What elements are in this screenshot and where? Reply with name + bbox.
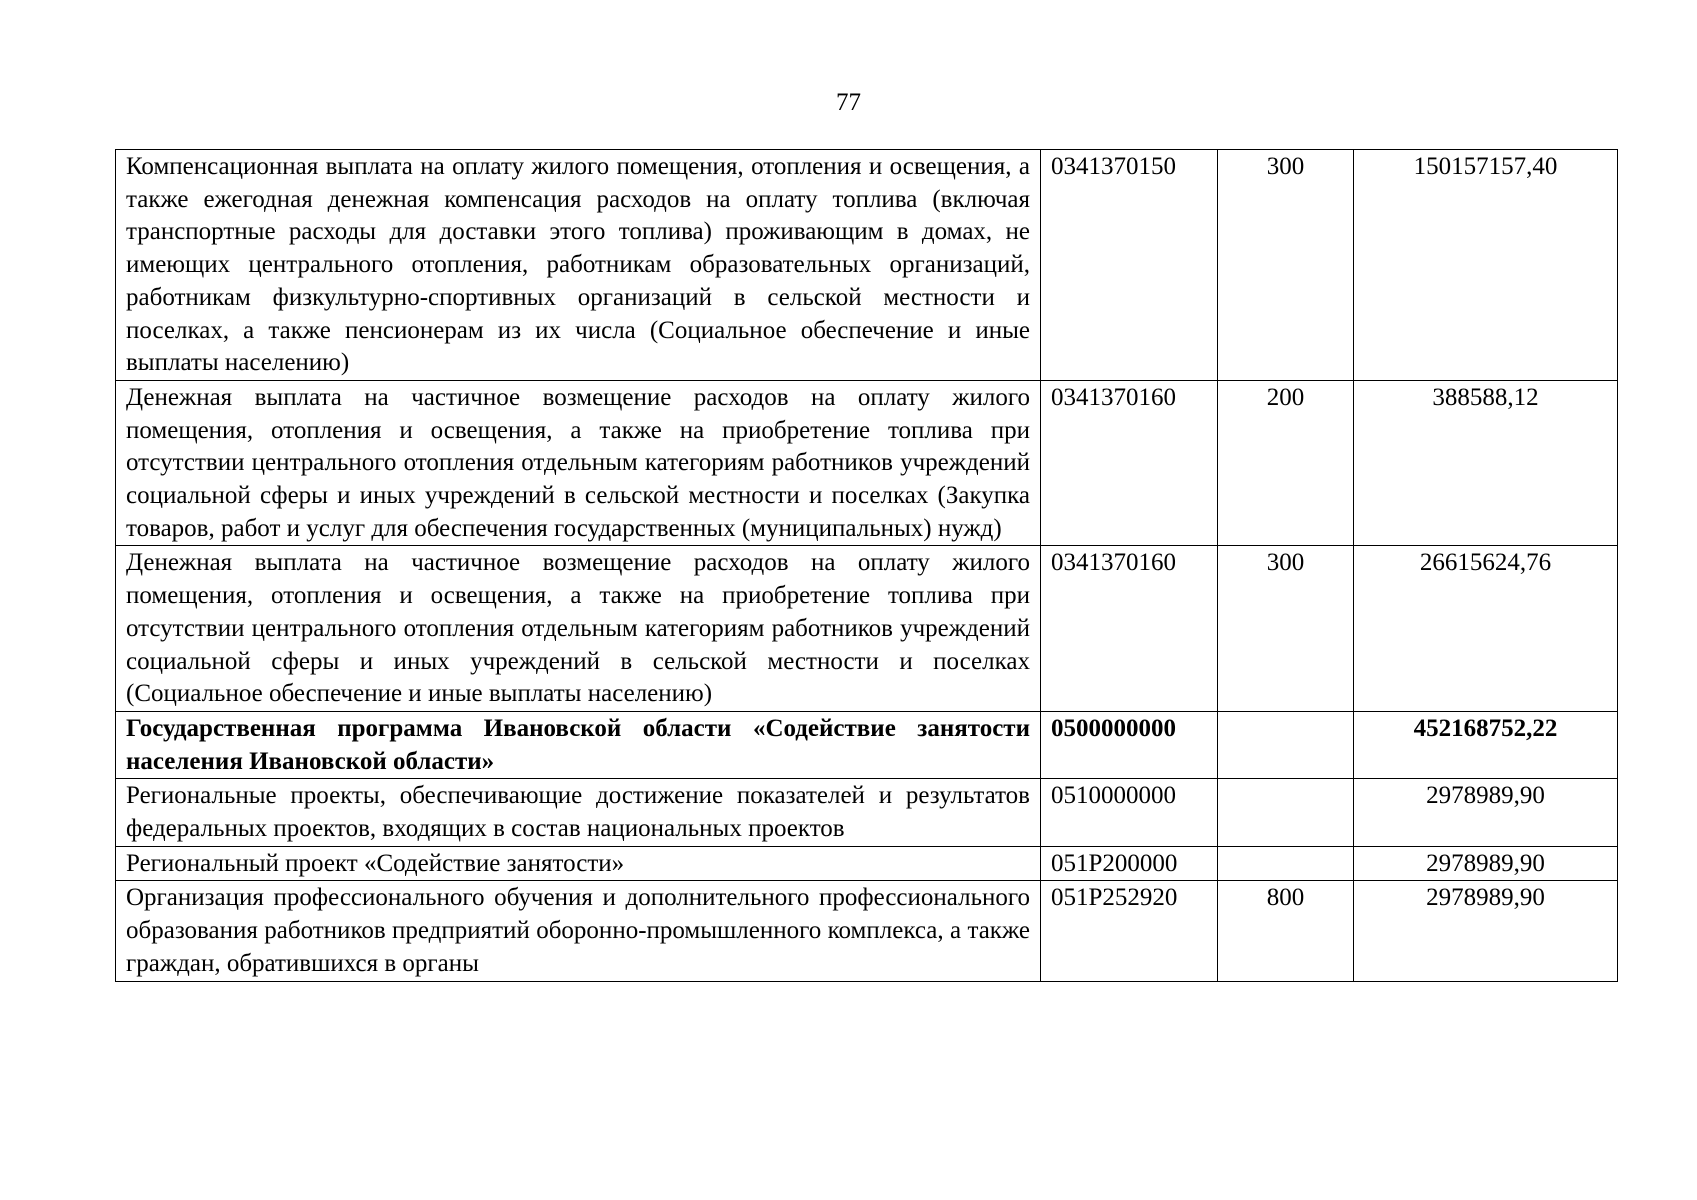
row-amount: 150157157,40 <box>1354 150 1618 381</box>
row-expense-type <box>1218 711 1354 778</box>
row-name: Денежная выплата на частичное возмещение расходов на оплату жилого помещения, отопления и освещения, а также на приобретение топлива при отсутствии центрального отопления отдельным категориям работников учреждений социальной сферы и иных учреждений в сельской местности и поселках (Социальное обеспечение и иные выплаты населению) <box>116 546 1041 712</box>
row-name: Компенсационная выплата на оплату жилого помещения, отопления и освещения, а также ежегодная денежная компенсация расходов на оплату топлива (включая транспортные расходы для доставки этого топлива) проживающим в домах, не имеющих центрального отопления, работникам образовательных организаций, работникам физкультурно-спортивных организаций в сельской местности и поселках, а также пенсионерам из их числа (Социальное обеспечение и иные выплаты населению) <box>116 150 1041 381</box>
table-row <box>116 779 1618 846</box>
table-row <box>116 150 1618 381</box>
row-target-code: 0341370160 <box>1041 380 1218 546</box>
row-name: Региональные проекты, обеспечивающие достижение показателей и результатов федеральных проектов, входящих в состав национальных проектов <box>116 779 1041 846</box>
row-name: Организация профессионального обучения и дополнительного профессионального образования работников предприятий оборонно-промышленного комплекса, а также граждан, обратившихся в органы <box>116 881 1041 981</box>
row-amount: 452168752,22 <box>1354 711 1618 778</box>
table-row-program <box>116 711 1618 778</box>
table-row <box>116 846 1618 881</box>
row-amount: 2978989,90 <box>1354 779 1618 846</box>
table-row <box>116 380 1618 546</box>
row-target-code: 0341370150 <box>1041 150 1218 381</box>
row-amount: 26615624,76 <box>1354 546 1618 712</box>
row-expense-type: 300 <box>1218 546 1354 712</box>
row-target-code: 0500000000 <box>1041 711 1218 778</box>
row-expense-type: 800 <box>1218 881 1354 981</box>
row-name: Государственная программа Ивановской области «Содействие занятости населения Ивановской области» <box>116 711 1041 778</box>
row-name: Региональный проект «Содействие занятости» <box>116 846 1041 881</box>
row-expense-type: 300 <box>1218 150 1354 381</box>
row-amount: 2978989,90 <box>1354 881 1618 981</box>
row-amount: 388588,12 <box>1354 380 1618 546</box>
row-amount: 2978989,90 <box>1354 846 1618 881</box>
table-row <box>116 546 1618 712</box>
row-expense-type <box>1218 779 1354 846</box>
row-target-code: 051P252920 <box>1041 881 1218 981</box>
row-expense-type: 200 <box>1218 380 1354 546</box>
row-target-code: 0341370160 <box>1041 546 1218 712</box>
table-row <box>116 881 1618 981</box>
row-expense-type <box>1218 846 1354 881</box>
row-target-code: 051P200000 <box>1041 846 1218 881</box>
row-target-code: 0510000000 <box>1041 779 1218 846</box>
budget-table <box>115 149 1618 982</box>
page-number: 77 <box>836 89 861 116</box>
row-name: Денежная выплата на частичное возмещение расходов на оплату жилого помещения, отопления и освещения, а также на приобретение топлива при отсутствии центрального отопления отдельным категориям работников учреждений социальной сферы и иных учреждений в сельской местности и поселках (Закупка товаров, работ и услуг для обеспечения государственных (муниципальных) нужд) <box>116 380 1041 546</box>
